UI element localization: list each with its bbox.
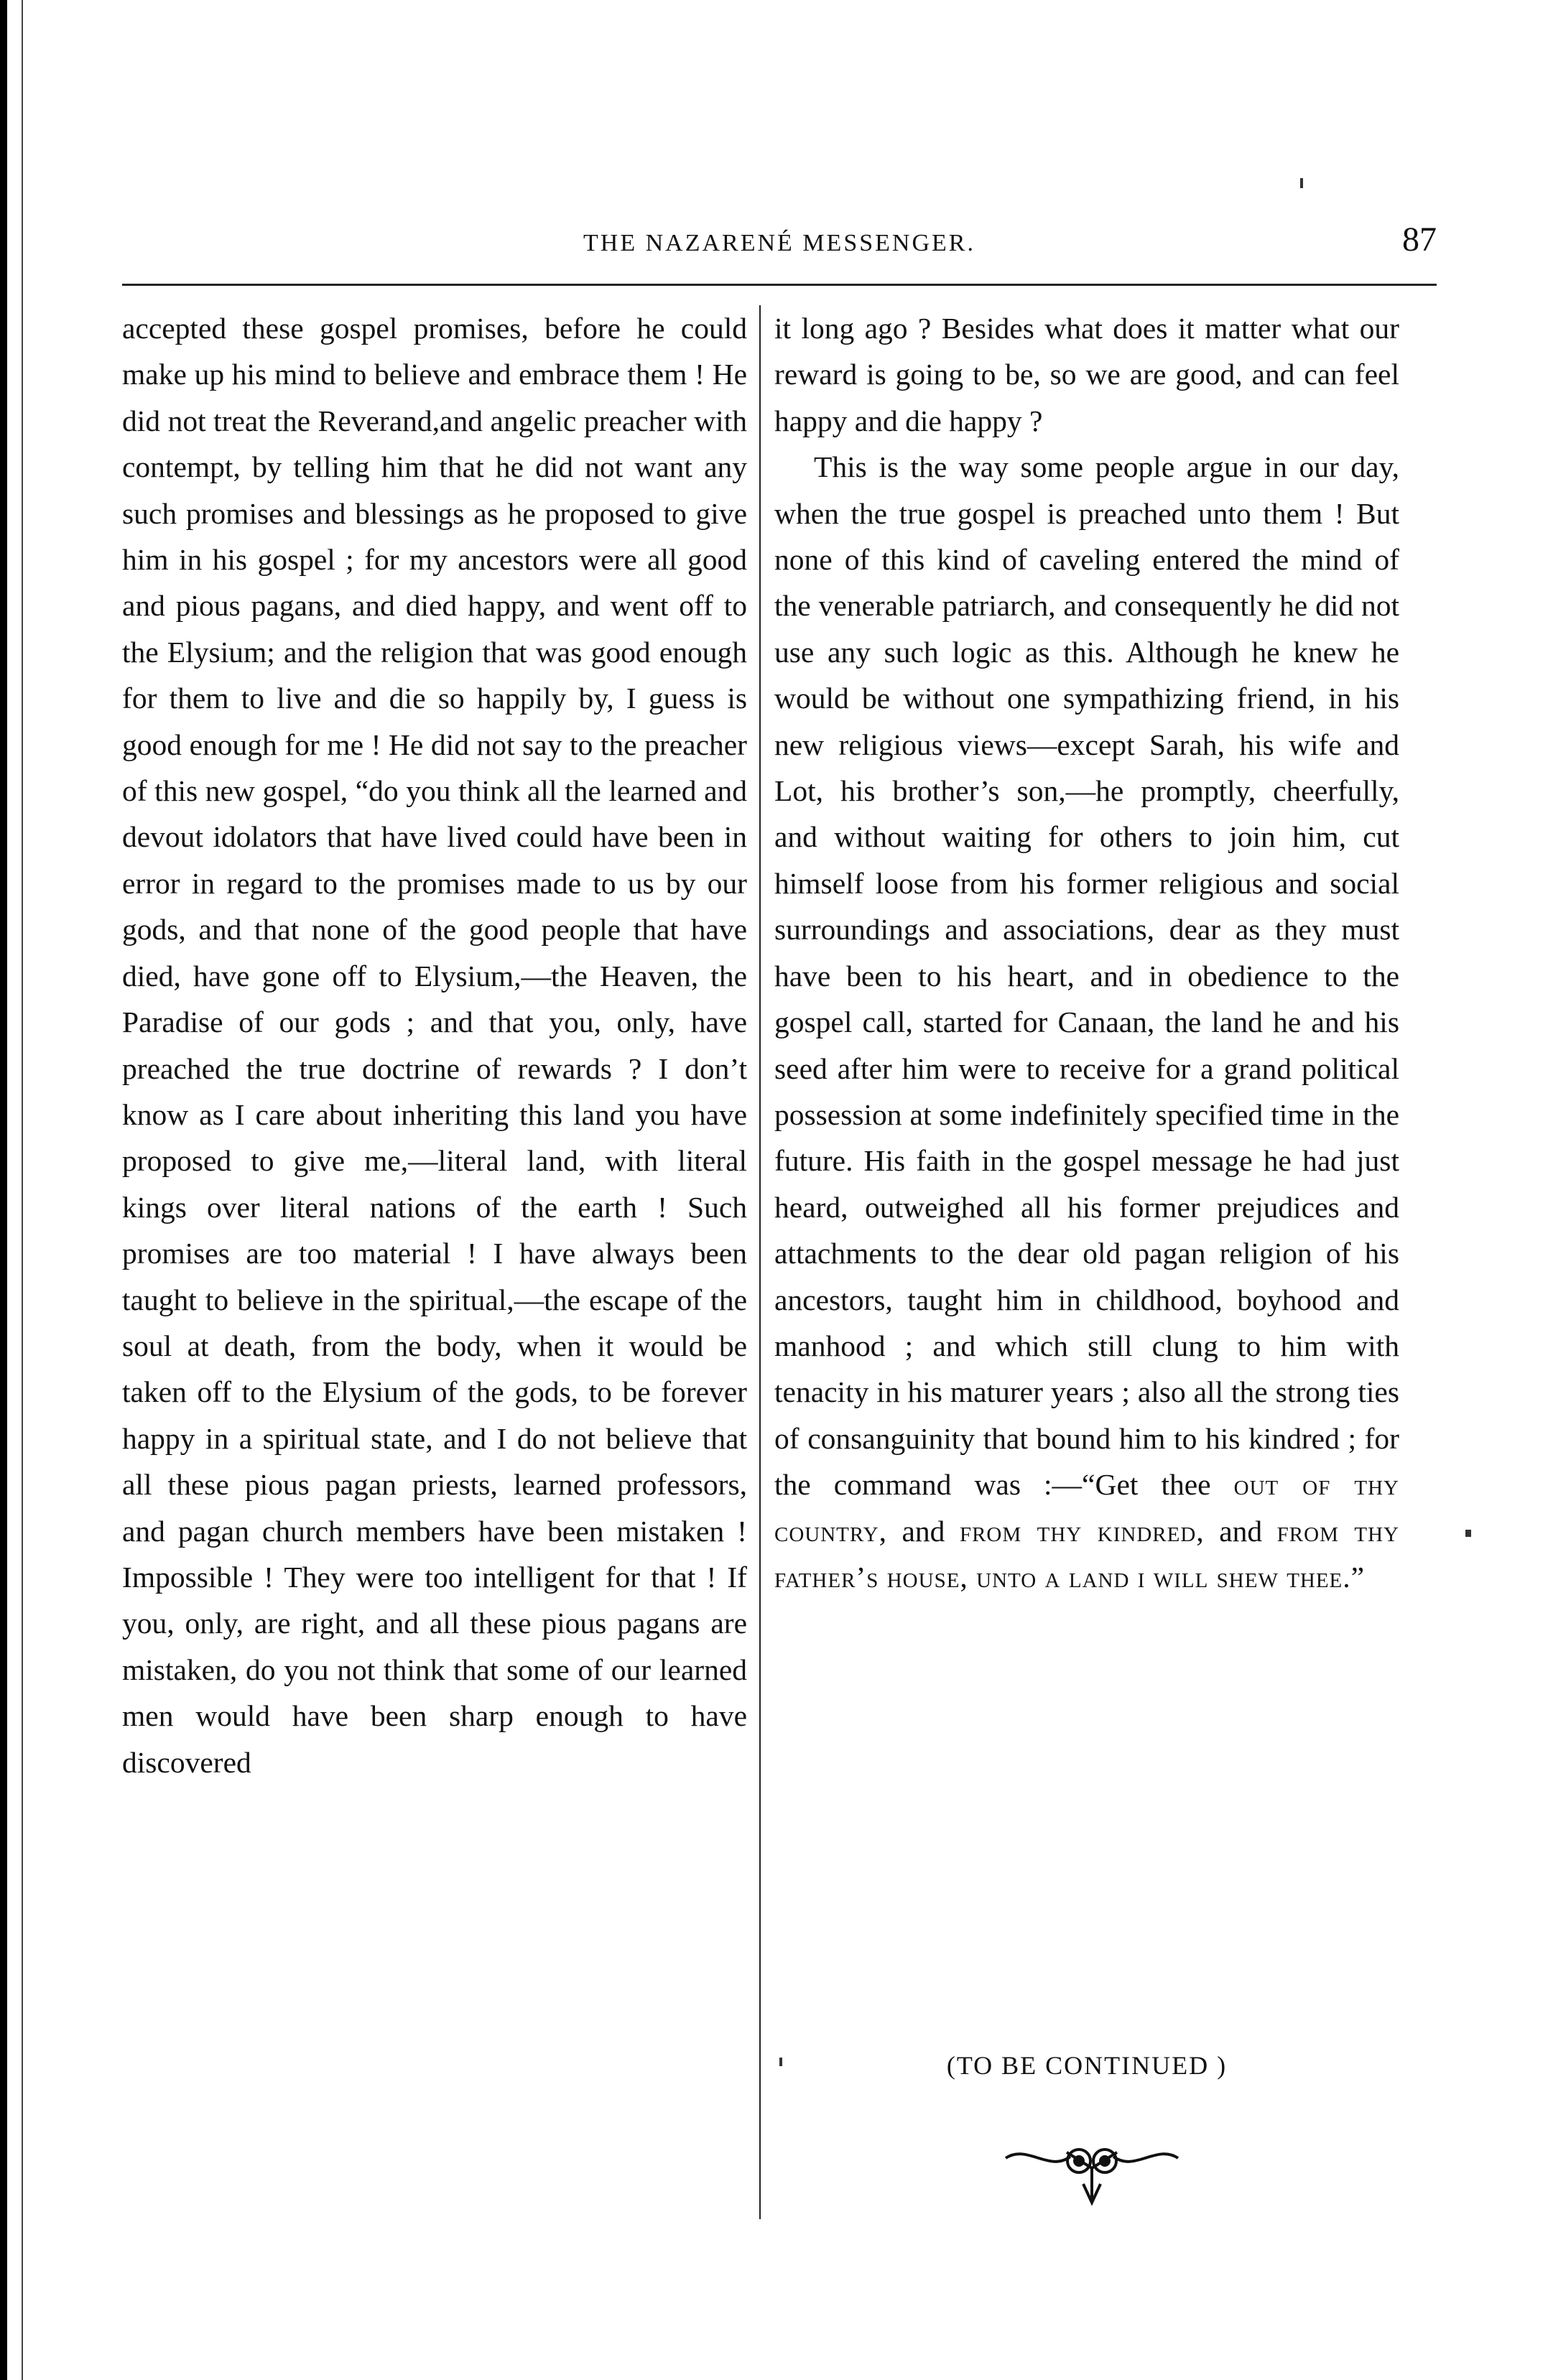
column-rule [759, 305, 761, 2219]
quote-fathers-house: from thy father’s house, unto a land i will shew thee. [774, 1514, 1399, 1594]
right-paragraph-2 [774, 444, 1399, 1600]
scan-edge-line [22, 0, 23, 2380]
left-paragraph-1: accepted these gospel promises, before he could make up his mind to believe and embrace them ! He did not treat the Reverand,and angelic preacher with contempt, by telling him that he did not want any such promises and blessings as he proposed to give him in his gospel ; for my ancestors were all good and pious pagans, and died happy, and went off to the Elysium; and the religion that was good enough for them to live and die so happily by, I guess is good enough for me ! He did not say to the preacher of this new gospel, “do you think all the learned and devout idolators that have lived could have been in error in regard to the promises made to us by our gods, and that none of the good people that have died, have gone off to Elysium,—the Heaven, the Paradise of our gods ; and that you, only, have preached the true doctrine of rewards ? I don’t know as I care about inheriting this land you have proposed to give me,—literal land, with literal kings over literal nations of the earth ! Such promises are too material ! I have always been taught to believe in the spiritual,—the escape of the soul at death, from the body, when it would be taken off to the Elysium of the gods, to be forever happy in a spiritual state, and I do not believe that all these pious pagan priests, learned professors, and pagan church members have been mistaken ! Impossible ! They were too intelligent for that ! If you, only, are right, and all these pious pagans are mistaken, do you not think that some of our learned men would have been sharp enough to have discovered [122, 312, 747, 1779]
quote-and-2: and [1219, 1514, 1263, 1548]
running-head [122, 215, 1437, 266]
quote-and-1: and [902, 1514, 945, 1548]
quote-close: ” [1350, 1560, 1365, 1594]
header-rule [122, 284, 1437, 286]
to-be-continued: (TO BE CONTINUED ) [946, 2051, 1228, 2080]
page-number: 87 [1402, 220, 1437, 259]
scan-speck [779, 2058, 782, 2066]
right-paragraph-2-text: This is the way some people argue in our day, when the true gospel is preached unto them ! But none of this kind of caveling entered the mind of the venerable patriarch, and consequently he did not use any such logic as this. Although he knew he would be without one sympathizing friend, in his new religious views—except Sarah, his wife and Lot, his brother’s son,—he promptly, cheerfully, and without waiting for others to join him, cut himself loose from his former religious and social surroundings and associations, dear as they must have been to his heart, and in obedience to the gospel call, started for Canaan, the land he and his seed after him were to receive for a grand political possession at some indefinitely specified time in the future. His faith in the gospel message he had just heard, outweighed all his former prejudices and attachments to the dear old pagan religion of his ancestors, taught him in childhood, boyhood and manhood ; and which still clung to him with tenacity in his maturer years ; also all the strong ties of consanguinity that bound him to his kindred ; for the command was :—“Get thee [774, 450, 1399, 1502]
scan-edge [0, 0, 7, 2380]
scan-speck [1465, 1530, 1471, 1537]
quote-from-thy-kindred: from thy kindred, [959, 1514, 1205, 1548]
right-column [774, 305, 1399, 1600]
running-title: THE NAZARENÉ MESSENGER. [583, 230, 975, 256]
printer-ornament-icon [998, 2137, 1185, 2208]
right-paragraph-1: it long ago ? Besides what does it matter what our reward is going to be, so we are good, and can feel happy and die happy ? [774, 312, 1399, 437]
left-column [122, 305, 747, 1785]
scan-speck [1300, 178, 1303, 188]
quote-out-of-thy-country: out of thy country, [774, 1468, 1399, 1548]
